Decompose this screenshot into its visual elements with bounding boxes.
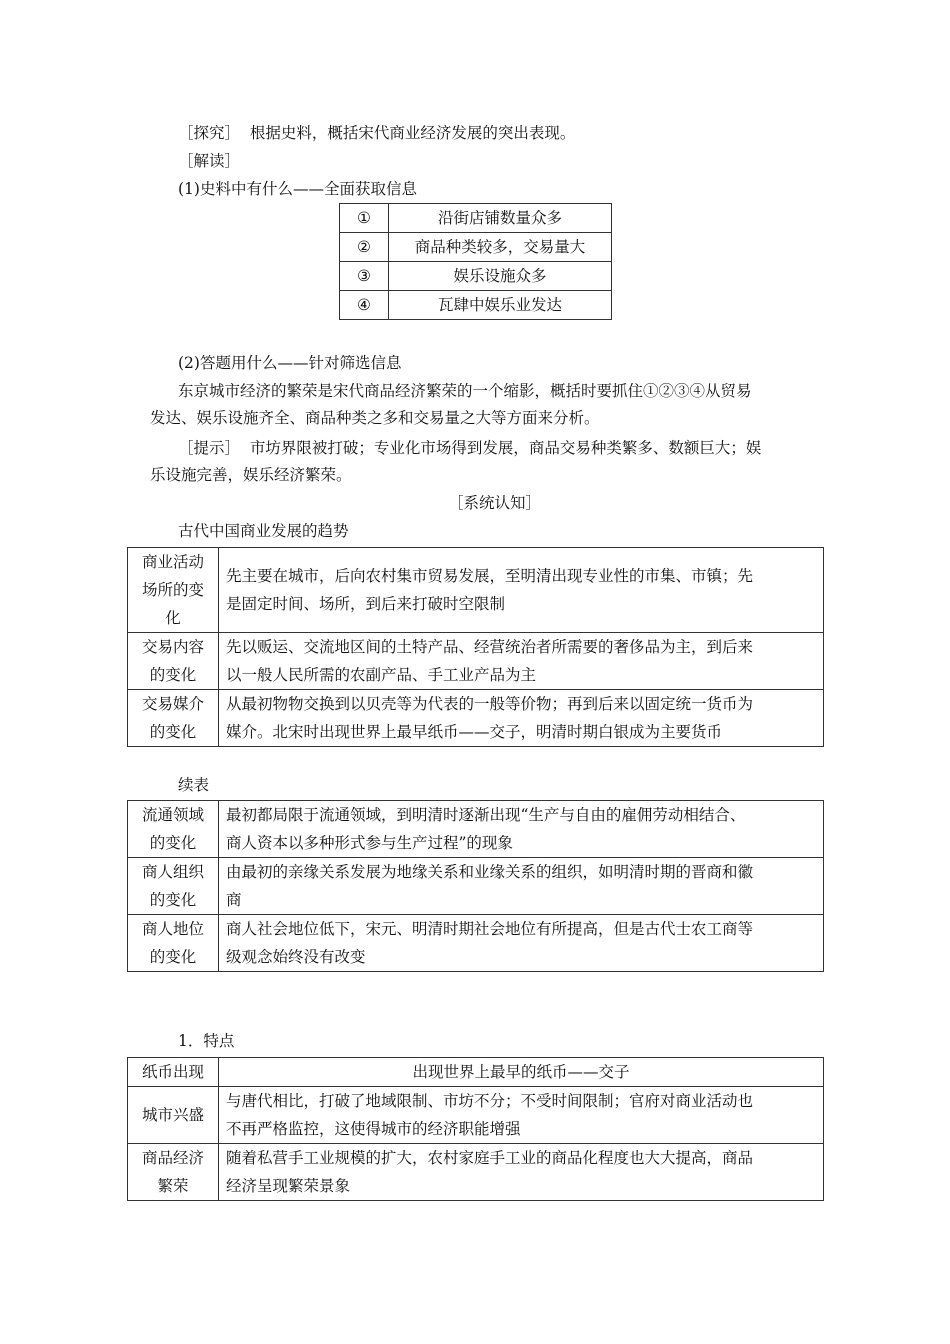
- row-header: 流通领域 的变化: [128, 801, 219, 858]
- row-body: 随着私营手工业规模的扩大，农村家庭手工业的商品化程度也大大提高，商品 经济呈现繁荣景象: [219, 1144, 824, 1201]
- para1-line1: 东京城市经济的繁荣是宋代商品经济繁荣的一个缩影，概括时要抓住①②③④从贸易: [178, 382, 752, 400]
- table-row: [128, 1087, 824, 1144]
- hint-line2: 乐设施完善，娱乐经济繁荣。: [150, 466, 352, 484]
- hint-tag: ［提示］: [178, 439, 241, 457]
- row-header: 交易内容 的变化: [128, 633, 219, 690]
- row-body: 最初都局限于流通领域，到明清时逐渐出现“生产与自由的雇佣劳动相结合、 商人资本以多种形式参与生产过程”的现象: [219, 801, 824, 858]
- table-row: [128, 858, 824, 915]
- row-body: 先以贩运、交流地区间的土特产品、经营统治者所需要的奢侈品为主，到后来 以一般人民所需的农副产品、手工业产品为主: [219, 633, 824, 690]
- trend-title: 古代中国商业发展的趋势: [178, 522, 349, 540]
- features-table: [127, 1057, 824, 1201]
- table-row: [128, 801, 824, 858]
- row-body: 先主要在城市，后向农村集市贸易发展，至明清出现专业性的市集、市镇；先 是固定时间、场所，到后来打破时空限制: [219, 548, 824, 633]
- info-num: ③: [340, 262, 389, 291]
- info-text: 娱乐设施众多: [389, 262, 612, 291]
- table-row: [128, 633, 824, 690]
- row-body: 与唐代相比，打破了地域限制、市坊不分；不受时间限制；官府对商业活动也 不再严格监控，这使得城市的经济职能增强: [219, 1087, 824, 1144]
- row-header: 城市兴盛: [128, 1087, 219, 1144]
- row-body: 出现世界上最早的纸币——交子: [219, 1058, 824, 1087]
- continued-label: 续表: [178, 776, 210, 794]
- info-num: ①: [340, 204, 389, 233]
- trend-table-continued: [127, 800, 824, 972]
- hint-text: 市坊界限被打破；专业化市场得到发展，商品交易种类繁多、数额巨大；娱: [249, 439, 762, 457]
- info-table: [339, 203, 612, 320]
- step1-heading: (1)史料中有什么——全面获取信息: [178, 180, 417, 198]
- hint-line1: [178, 437, 761, 459]
- info-text: 瓦肆中娱乐业发达: [389, 291, 612, 320]
- table-row: [128, 690, 824, 747]
- explore-text: 根据史料，概括宋代商业经济发展的突出表现。: [249, 124, 576, 142]
- explore-tag: ［探究］: [178, 124, 241, 142]
- table-row: [128, 548, 824, 633]
- info-row: [340, 233, 612, 262]
- row-header: 商人组织 的变化: [128, 858, 219, 915]
- row-header: 商人地位 的变化: [128, 915, 219, 972]
- para1-line2: 发达、娱乐设施齐全、商品种类之多和交易量之大等方面来分析。: [150, 409, 600, 427]
- info-num: ④: [340, 291, 389, 320]
- row-body: 由最初的亲缘关系发展为地缘关系和业缘关系的组织，如明清时期的晋商和徽 商: [219, 858, 824, 915]
- row-body: 商人社会地位低下，宋元、明清时期社会地位有所提高，但是古代士农工商等 级观念始终没有改变: [219, 915, 824, 972]
- table-row: [128, 1144, 824, 1201]
- info-text: 沿街店铺数量众多: [389, 204, 612, 233]
- row-body: 从最初物物交换到以贝壳等为代表的一般等价物；再到后来以固定统一货币为 媒介。北宋时出现世界上最早纸币——交子，明清时期白银成为主要货币: [219, 690, 824, 747]
- info-text: 商品种类较多，交易量大: [389, 233, 612, 262]
- row-header: 交易媒介 的变化: [128, 690, 219, 747]
- info-row: [340, 204, 612, 233]
- row-header: 纸币出现: [128, 1058, 219, 1087]
- info-row: [340, 291, 612, 320]
- info-row: [340, 262, 612, 291]
- trend-table: [127, 547, 824, 747]
- section-title: ［系统认知］: [448, 494, 542, 512]
- table-row: [128, 915, 824, 972]
- features-title: 1．特点: [178, 1032, 235, 1050]
- explore-line: [178, 122, 575, 144]
- row-header: 商品经济 繁荣: [128, 1144, 219, 1201]
- info-num: ②: [340, 233, 389, 262]
- interpret-tag: ［解读］: [178, 152, 241, 170]
- row-header: 商业活动 场所的变 化: [128, 548, 219, 633]
- table-row: [128, 1058, 824, 1087]
- step2-heading: (2)答题用什么——针对筛选信息: [178, 354, 402, 372]
